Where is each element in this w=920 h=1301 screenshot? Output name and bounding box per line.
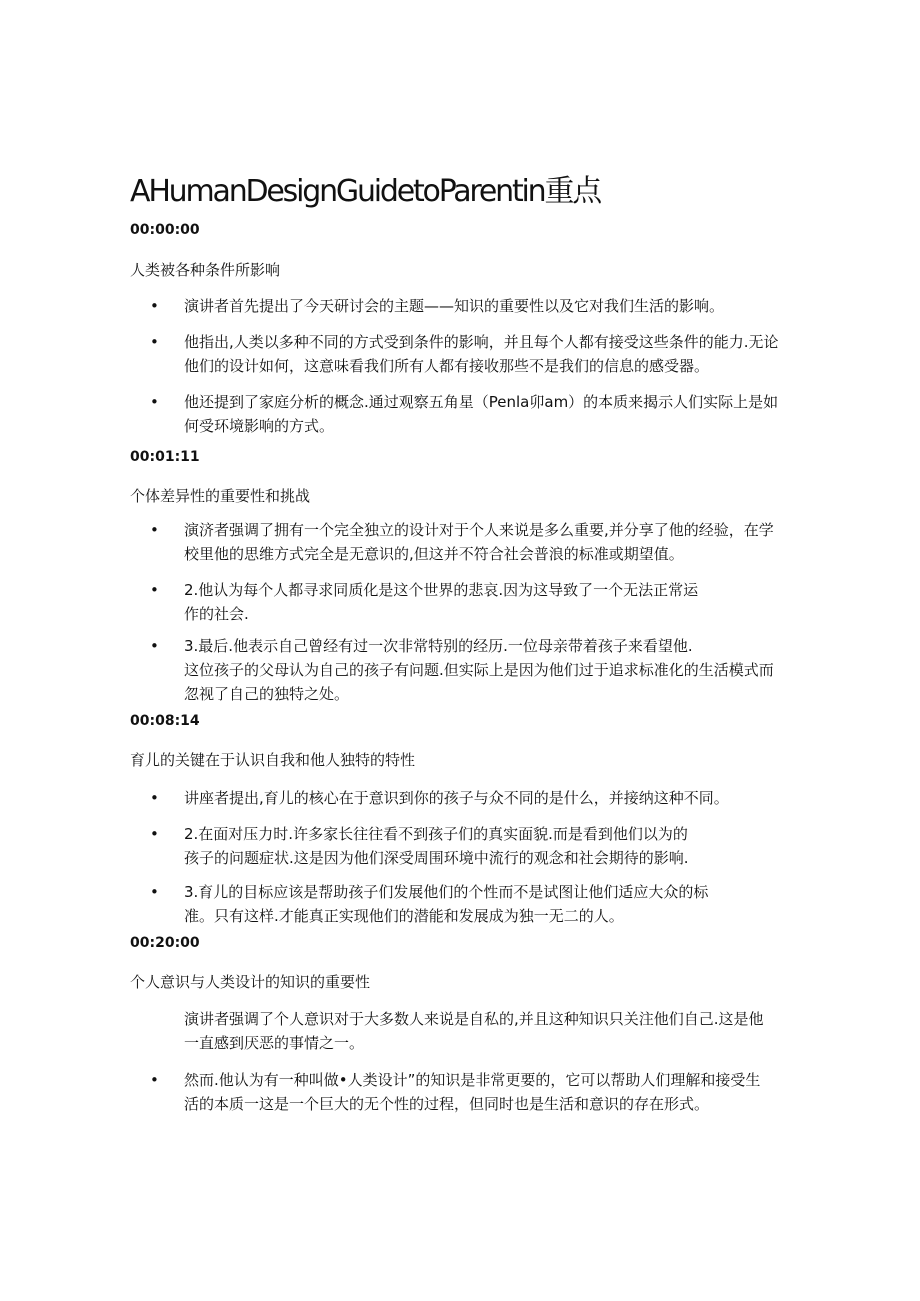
section-heading: 育儿的关键在于认识自我和他人独特的特性 bbox=[130, 751, 416, 769]
text-line: 他还提到了家庭分析的概念.通过观察五角星（Penla卯am）的本质来揭示人们实际上是如 bbox=[184, 393, 779, 411]
list-item-text bbox=[184, 786, 814, 810]
bullet-icon: • bbox=[150, 333, 159, 351]
text-line: 3.育儿的目标应该是帮助孩子们发展他们的个性而不是试图让他们适应大众的标 bbox=[184, 883, 709, 901]
text-line: 他们的设计如何，这意味看我们所有人都有接收那些不是我们的信息的感受器。 bbox=[184, 357, 710, 375]
list-item bbox=[150, 634, 810, 706]
text-line: 作的社会. bbox=[184, 605, 249, 623]
text-line: 活的本质一这是一个巨大的无个性的过程，但同时也是生活和意识的存在形式。 bbox=[184, 1095, 710, 1113]
list-item bbox=[150, 330, 810, 378]
list-item-text bbox=[184, 1068, 814, 1116]
text-line: 校里他的思维方式完全是无意识的,但这并不符合社会普浪的标准或期望值。 bbox=[184, 545, 684, 563]
list-item bbox=[150, 1068, 810, 1116]
text-line: 准。只有这样.才能真正实现他们的潜能和发展成为独一无二的人。 bbox=[184, 907, 624, 925]
list-item-text bbox=[184, 518, 814, 566]
text-line: 何受环境影响的方式。 bbox=[184, 417, 335, 435]
section-heading: 个人意识与人类设计的知识的重要性 bbox=[130, 973, 371, 991]
list-item-text bbox=[184, 390, 814, 438]
list-item bbox=[150, 390, 810, 438]
text-line: 演讲者强调了个人意识对于大多数人来说是自私的,并且这种知识只关注他们自己.这是他 bbox=[184, 1010, 764, 1028]
bullet-icon: • bbox=[150, 521, 159, 539]
section-heading: 个体差异性的重要性和挑战 bbox=[130, 487, 311, 505]
list-item bbox=[150, 786, 810, 810]
section-timestamp: 00:00:00 bbox=[130, 222, 200, 238]
page-title: AHumanDesignGuidetoParentin重点 bbox=[130, 174, 601, 209]
list-item-text bbox=[184, 880, 814, 928]
list-item-text bbox=[184, 634, 814, 706]
text-line: 3.最后.他表示自己曾经有过一次非常特别的经历.一位母亲带着孩子来看望他. bbox=[184, 637, 693, 655]
list-item-text bbox=[184, 330, 814, 378]
bullet-icon: • bbox=[150, 1071, 159, 1089]
section-timestamp: 00:01:11 bbox=[130, 449, 200, 465]
list-item bbox=[150, 294, 810, 318]
bullet-icon: • bbox=[150, 637, 159, 655]
text-line: 这位孩子的父母认为自己的孩子有问题.但实际上是因为他们过于追求标准化的生活模式而 bbox=[184, 661, 774, 679]
text-line: 演济者强调了拥有一个完全独立的设计对于个人来说是多么重要,并分享了他的经验，在学 bbox=[184, 521, 774, 539]
list-item bbox=[150, 880, 810, 928]
text-line: 然而.他认为有一种叫做•人类设计”的知识是非常更要的，它可以帮助人们理解和接受生 bbox=[184, 1071, 761, 1089]
text-line: 一直感到厌恶的事情之一。 bbox=[184, 1034, 365, 1052]
bullet-icon: • bbox=[150, 297, 159, 315]
list-item bbox=[150, 822, 810, 870]
bullet-icon: • bbox=[150, 789, 159, 807]
text-line: 忽视了自己的独特之处。 bbox=[184, 685, 350, 703]
list-item-text bbox=[184, 1007, 814, 1055]
text-line: 2.在面对压力时.许多家长往往看不到孩子们的真实面貌.而是看到他们以为的 bbox=[184, 825, 688, 843]
text-line: 讲座者提出,育儿的核心在于意识到你的孩子与众不同的是什么，并接纳这种不同。 bbox=[184, 789, 729, 807]
text-line: 孩子的问题症状.这是因为他们深受周围环境中流行的观念和社会期待的影响. bbox=[184, 849, 689, 867]
list-item bbox=[150, 1007, 810, 1055]
list-item bbox=[150, 518, 810, 566]
bullet-icon: • bbox=[150, 883, 159, 901]
section-heading: 人类被各种条件所影响 bbox=[130, 261, 281, 279]
bullet-icon: • bbox=[150, 825, 159, 843]
section-timestamp: 00:20:00 bbox=[130, 935, 200, 951]
bullet-icon: • bbox=[150, 393, 159, 411]
list-item-text bbox=[184, 294, 814, 318]
bullet-icon: • bbox=[150, 581, 159, 599]
text-line: 2.他认为每个人都寻求同质化是这个世界的悲哀.因为这导致了一个无法正常运 bbox=[184, 581, 699, 599]
text-line: 他指出,人类以多种不同的方式受到条件的影响，并且每个人都有接受这些条件的能力.无论 bbox=[184, 333, 779, 351]
list-item-text bbox=[184, 822, 814, 870]
list-item-text bbox=[184, 578, 814, 626]
section-timestamp: 00:08:14 bbox=[130, 713, 200, 729]
text-line: 演讲者首先提出了今天研讨会的主题——知识的重要性以及它对我们生活的影响。 bbox=[184, 297, 725, 315]
list-item bbox=[150, 578, 810, 626]
